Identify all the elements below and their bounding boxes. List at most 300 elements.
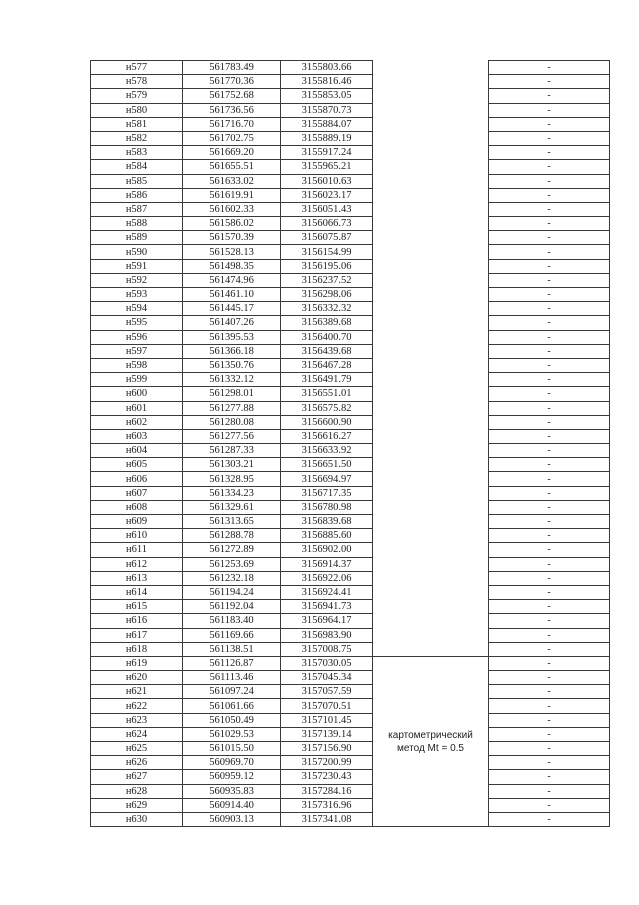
point-id-cell: н625 bbox=[91, 742, 183, 756]
table-row bbox=[91, 671, 610, 685]
y-coordinate-cell: 3157045.34 bbox=[281, 671, 373, 685]
method-cell bbox=[373, 515, 489, 529]
x-coordinate-cell: 561655.51 bbox=[183, 160, 281, 174]
error-cell: - bbox=[489, 585, 610, 599]
point-id-cell: н607 bbox=[91, 486, 183, 500]
error-cell: - bbox=[489, 529, 610, 543]
method-label-cell: картометрический метод Mt = 0.5 bbox=[373, 656, 489, 826]
error-cell: - bbox=[489, 628, 610, 642]
y-coordinate-cell: 3155853.05 bbox=[281, 89, 373, 103]
x-coordinate-cell: 561298.01 bbox=[183, 387, 281, 401]
y-coordinate-cell: 3157316.96 bbox=[281, 798, 373, 812]
point-id-cell: н584 bbox=[91, 160, 183, 174]
y-coordinate-cell: 3155803.66 bbox=[281, 61, 373, 75]
x-coordinate-cell: 560914.40 bbox=[183, 798, 281, 812]
error-cell: - bbox=[489, 387, 610, 401]
y-coordinate-cell: 3156780.98 bbox=[281, 500, 373, 514]
table-row bbox=[91, 202, 610, 216]
x-coordinate-cell: 561183.40 bbox=[183, 614, 281, 628]
point-id-cell: н618 bbox=[91, 642, 183, 656]
point-id-cell: н626 bbox=[91, 756, 183, 770]
x-coordinate-cell: 561716.70 bbox=[183, 117, 281, 131]
y-coordinate-cell: 3156010.63 bbox=[281, 174, 373, 188]
error-cell: - bbox=[489, 61, 610, 75]
y-coordinate-cell: 3156467.28 bbox=[281, 358, 373, 372]
method-cell bbox=[373, 131, 489, 145]
point-id-cell: н601 bbox=[91, 401, 183, 415]
table-row bbox=[91, 699, 610, 713]
y-coordinate-cell: 3156575.82 bbox=[281, 401, 373, 415]
x-coordinate-cell: 561253.69 bbox=[183, 557, 281, 571]
method-cell bbox=[373, 557, 489, 571]
x-coordinate-cell: 561169.66 bbox=[183, 628, 281, 642]
error-cell: - bbox=[489, 415, 610, 429]
method-cell bbox=[373, 472, 489, 486]
error-cell: - bbox=[489, 288, 610, 302]
x-coordinate-cell: 561366.18 bbox=[183, 344, 281, 358]
error-cell: - bbox=[489, 656, 610, 670]
y-coordinate-cell: 3156551.01 bbox=[281, 387, 373, 401]
table-row bbox=[91, 543, 610, 557]
table-row bbox=[91, 529, 610, 543]
x-coordinate-cell: 561702.75 bbox=[183, 131, 281, 145]
method-cell bbox=[373, 330, 489, 344]
error-cell: - bbox=[489, 699, 610, 713]
table-row bbox=[91, 557, 610, 571]
table-row bbox=[91, 727, 610, 741]
point-id-cell: н616 bbox=[91, 614, 183, 628]
error-cell: - bbox=[489, 543, 610, 557]
y-coordinate-cell: 3156389.68 bbox=[281, 316, 373, 330]
method-cell bbox=[373, 401, 489, 415]
point-id-cell: н623 bbox=[91, 713, 183, 727]
point-id-cell: н579 bbox=[91, 89, 183, 103]
error-cell: - bbox=[489, 486, 610, 500]
point-id-cell: н599 bbox=[91, 373, 183, 387]
x-coordinate-cell: 561602.33 bbox=[183, 202, 281, 216]
x-coordinate-cell: 561097.24 bbox=[183, 685, 281, 699]
point-id-cell: н600 bbox=[91, 387, 183, 401]
error-cell: - bbox=[489, 146, 610, 160]
x-coordinate-cell: 561113.46 bbox=[183, 671, 281, 685]
table-row bbox=[91, 585, 610, 599]
y-coordinate-cell: 3157070.51 bbox=[281, 699, 373, 713]
method-cell bbox=[373, 600, 489, 614]
coordinates-table-body bbox=[91, 61, 610, 827]
y-coordinate-cell: 3156922.06 bbox=[281, 571, 373, 585]
error-cell: - bbox=[489, 330, 610, 344]
method-cell bbox=[373, 628, 489, 642]
error-cell: - bbox=[489, 259, 610, 273]
x-coordinate-cell: 561395.53 bbox=[183, 330, 281, 344]
point-id-cell: н605 bbox=[91, 458, 183, 472]
x-coordinate-cell: 561138.51 bbox=[183, 642, 281, 656]
table-row bbox=[91, 131, 610, 145]
point-id-cell: н602 bbox=[91, 415, 183, 429]
x-coordinate-cell: 561328.95 bbox=[183, 472, 281, 486]
error-cell: - bbox=[489, 401, 610, 415]
x-coordinate-cell: 561277.56 bbox=[183, 429, 281, 443]
table-row bbox=[91, 444, 610, 458]
y-coordinate-cell: 3156066.73 bbox=[281, 217, 373, 231]
y-coordinate-cell: 3155816.46 bbox=[281, 75, 373, 89]
table-row bbox=[91, 458, 610, 472]
y-coordinate-cell: 3156941.73 bbox=[281, 600, 373, 614]
y-coordinate-cell: 3156839.68 bbox=[281, 515, 373, 529]
error-cell: - bbox=[489, 202, 610, 216]
point-id-cell: н612 bbox=[91, 557, 183, 571]
x-coordinate-cell: 561586.02 bbox=[183, 217, 281, 231]
point-id-cell: н628 bbox=[91, 784, 183, 798]
table-row bbox=[91, 245, 610, 259]
method-cell bbox=[373, 344, 489, 358]
y-coordinate-cell: 3155870.73 bbox=[281, 103, 373, 117]
table-row bbox=[91, 515, 610, 529]
x-coordinate-cell: 561783.49 bbox=[183, 61, 281, 75]
point-id-cell: н577 bbox=[91, 61, 183, 75]
y-coordinate-cell: 3156051.43 bbox=[281, 202, 373, 216]
y-coordinate-cell: 3155889.19 bbox=[281, 131, 373, 145]
y-coordinate-cell: 3156924.41 bbox=[281, 585, 373, 599]
point-id-cell: н627 bbox=[91, 770, 183, 784]
error-cell: - bbox=[489, 103, 610, 117]
point-id-cell: н585 bbox=[91, 174, 183, 188]
error-cell: - bbox=[489, 131, 610, 145]
method-cell bbox=[373, 273, 489, 287]
y-coordinate-cell: 3156491.79 bbox=[281, 373, 373, 387]
error-cell: - bbox=[489, 515, 610, 529]
point-id-cell: н606 bbox=[91, 472, 183, 486]
table-row bbox=[91, 429, 610, 443]
point-id-cell: н629 bbox=[91, 798, 183, 812]
error-cell: - bbox=[489, 444, 610, 458]
error-cell: - bbox=[489, 472, 610, 486]
table-row bbox=[91, 288, 610, 302]
error-cell: - bbox=[489, 557, 610, 571]
x-coordinate-cell: 561194.24 bbox=[183, 585, 281, 599]
table-row bbox=[91, 571, 610, 585]
y-coordinate-cell: 3156023.17 bbox=[281, 188, 373, 202]
method-cell bbox=[373, 444, 489, 458]
error-cell: - bbox=[489, 231, 610, 245]
point-id-cell: н624 bbox=[91, 727, 183, 741]
method-cell bbox=[373, 61, 489, 75]
table-row bbox=[91, 373, 610, 387]
x-coordinate-cell: 561332.12 bbox=[183, 373, 281, 387]
coordinates-table bbox=[90, 60, 610, 827]
table-row bbox=[91, 117, 610, 131]
point-id-cell: н617 bbox=[91, 628, 183, 642]
x-coordinate-cell: 561277.88 bbox=[183, 401, 281, 415]
y-coordinate-cell: 3156651.50 bbox=[281, 458, 373, 472]
table-row bbox=[91, 614, 610, 628]
table-row bbox=[91, 188, 610, 202]
method-cell bbox=[373, 429, 489, 443]
table-row bbox=[91, 75, 610, 89]
method-cell bbox=[373, 387, 489, 401]
x-coordinate-cell: 561528.13 bbox=[183, 245, 281, 259]
table-row bbox=[91, 742, 610, 756]
x-coordinate-cell: 561752.68 bbox=[183, 89, 281, 103]
table-row bbox=[91, 756, 610, 770]
x-coordinate-cell: 561350.76 bbox=[183, 358, 281, 372]
table-row bbox=[91, 302, 610, 316]
error-cell: - bbox=[489, 571, 610, 585]
table-row bbox=[91, 103, 610, 117]
y-coordinate-cell: 3156332.32 bbox=[281, 302, 373, 316]
method-cell bbox=[373, 458, 489, 472]
method-cell bbox=[373, 245, 489, 259]
y-coordinate-cell: 3156902.00 bbox=[281, 543, 373, 557]
y-coordinate-cell: 3156964.17 bbox=[281, 614, 373, 628]
x-coordinate-cell: 561498.35 bbox=[183, 259, 281, 273]
y-coordinate-cell: 3157008.75 bbox=[281, 642, 373, 656]
point-id-cell: н608 bbox=[91, 500, 183, 514]
point-id-cell: н590 bbox=[91, 245, 183, 259]
y-coordinate-cell: 3155917.24 bbox=[281, 146, 373, 160]
table-row bbox=[91, 770, 610, 784]
table-row bbox=[91, 146, 610, 160]
x-coordinate-cell: 560903.13 bbox=[183, 812, 281, 826]
table-row bbox=[91, 656, 610, 670]
method-cell bbox=[373, 103, 489, 117]
error-cell: - bbox=[489, 273, 610, 287]
point-id-cell: н594 bbox=[91, 302, 183, 316]
y-coordinate-cell: 3156400.70 bbox=[281, 330, 373, 344]
x-coordinate-cell: 561015.50 bbox=[183, 742, 281, 756]
point-id-cell: н598 bbox=[91, 358, 183, 372]
table-row bbox=[91, 642, 610, 656]
error-cell: - bbox=[489, 742, 610, 756]
point-id-cell: н609 bbox=[91, 515, 183, 529]
error-cell: - bbox=[489, 245, 610, 259]
point-id-cell: н593 bbox=[91, 288, 183, 302]
error-cell: - bbox=[489, 302, 610, 316]
point-id-cell: н582 bbox=[91, 131, 183, 145]
table-row bbox=[91, 387, 610, 401]
method-cell bbox=[373, 288, 489, 302]
error-cell: - bbox=[489, 642, 610, 656]
error-cell: - bbox=[489, 727, 610, 741]
y-coordinate-cell: 3155965.21 bbox=[281, 160, 373, 174]
table-row bbox=[91, 500, 610, 514]
table-row bbox=[91, 273, 610, 287]
table-row bbox=[91, 685, 610, 699]
point-id-cell: н588 bbox=[91, 217, 183, 231]
point-id-cell: н589 bbox=[91, 231, 183, 245]
x-coordinate-cell: 560959.12 bbox=[183, 770, 281, 784]
y-coordinate-cell: 3157284.16 bbox=[281, 784, 373, 798]
table-row bbox=[91, 89, 610, 103]
y-coordinate-cell: 3156600.90 bbox=[281, 415, 373, 429]
y-coordinate-cell: 3157230.43 bbox=[281, 770, 373, 784]
method-cell bbox=[373, 160, 489, 174]
table-row bbox=[91, 358, 610, 372]
method-cell bbox=[373, 174, 489, 188]
table-row bbox=[91, 600, 610, 614]
point-id-cell: н597 bbox=[91, 344, 183, 358]
x-coordinate-cell: 561029.53 bbox=[183, 727, 281, 741]
table-row bbox=[91, 401, 610, 415]
table-row bbox=[91, 217, 610, 231]
method-cell bbox=[373, 117, 489, 131]
point-id-cell: н610 bbox=[91, 529, 183, 543]
error-cell: - bbox=[489, 344, 610, 358]
table-row bbox=[91, 61, 610, 75]
table-row bbox=[91, 160, 610, 174]
error-cell: - bbox=[489, 685, 610, 699]
x-coordinate-cell: 561126.87 bbox=[183, 656, 281, 670]
error-cell: - bbox=[489, 358, 610, 372]
x-coordinate-cell: 561303.21 bbox=[183, 458, 281, 472]
y-coordinate-cell: 3156694.97 bbox=[281, 472, 373, 486]
table-row bbox=[91, 486, 610, 500]
point-id-cell: н614 bbox=[91, 585, 183, 599]
x-coordinate-cell: 561287.33 bbox=[183, 444, 281, 458]
y-coordinate-cell: 3157156.90 bbox=[281, 742, 373, 756]
point-id-cell: н592 bbox=[91, 273, 183, 287]
error-cell: - bbox=[489, 713, 610, 727]
method-cell bbox=[373, 543, 489, 557]
point-id-cell: н581 bbox=[91, 117, 183, 131]
x-coordinate-cell: 561736.56 bbox=[183, 103, 281, 117]
method-cell bbox=[373, 231, 489, 245]
point-id-cell: н620 bbox=[91, 671, 183, 685]
table-row bbox=[91, 713, 610, 727]
method-cell bbox=[373, 75, 489, 89]
error-cell: - bbox=[489, 174, 610, 188]
error-cell: - bbox=[489, 188, 610, 202]
method-cell bbox=[373, 571, 489, 585]
y-coordinate-cell: 3156914.37 bbox=[281, 557, 373, 571]
x-coordinate-cell: 561619.91 bbox=[183, 188, 281, 202]
table-row bbox=[91, 812, 610, 826]
point-id-cell: н615 bbox=[91, 600, 183, 614]
x-coordinate-cell: 561329.61 bbox=[183, 500, 281, 514]
y-coordinate-cell: 3156298.06 bbox=[281, 288, 373, 302]
error-cell: - bbox=[489, 798, 610, 812]
error-cell: - bbox=[489, 316, 610, 330]
method-cell bbox=[373, 302, 489, 316]
method-cell bbox=[373, 316, 489, 330]
y-coordinate-cell: 3156983.90 bbox=[281, 628, 373, 642]
table-row bbox=[91, 344, 610, 358]
x-coordinate-cell: 561570.39 bbox=[183, 231, 281, 245]
table-row bbox=[91, 798, 610, 812]
error-cell: - bbox=[489, 217, 610, 231]
method-cell bbox=[373, 188, 489, 202]
x-coordinate-cell: 561272.89 bbox=[183, 543, 281, 557]
y-coordinate-cell: 3157139.14 bbox=[281, 727, 373, 741]
point-id-cell: н583 bbox=[91, 146, 183, 160]
error-cell: - bbox=[489, 373, 610, 387]
table-row bbox=[91, 174, 610, 188]
error-cell: - bbox=[489, 160, 610, 174]
point-id-cell: н613 bbox=[91, 571, 183, 585]
error-cell: - bbox=[489, 671, 610, 685]
method-cell bbox=[373, 500, 489, 514]
y-coordinate-cell: 3156154.99 bbox=[281, 245, 373, 259]
y-coordinate-cell: 3157341.08 bbox=[281, 812, 373, 826]
y-coordinate-cell: 3156237.52 bbox=[281, 273, 373, 287]
point-id-cell: н621 bbox=[91, 685, 183, 699]
error-cell: - bbox=[489, 75, 610, 89]
point-id-cell: н580 bbox=[91, 103, 183, 117]
x-coordinate-cell: 561633.02 bbox=[183, 174, 281, 188]
error-cell: - bbox=[489, 784, 610, 798]
point-id-cell: н578 bbox=[91, 75, 183, 89]
error-cell: - bbox=[489, 600, 610, 614]
table-row bbox=[91, 628, 610, 642]
method-cell bbox=[373, 415, 489, 429]
point-id-cell: н622 bbox=[91, 699, 183, 713]
x-coordinate-cell: 561407.26 bbox=[183, 316, 281, 330]
point-id-cell: н604 bbox=[91, 444, 183, 458]
point-id-cell: н591 bbox=[91, 259, 183, 273]
y-coordinate-cell: 3157101.45 bbox=[281, 713, 373, 727]
error-cell: - bbox=[489, 429, 610, 443]
x-coordinate-cell: 561445.17 bbox=[183, 302, 281, 316]
error-cell: - bbox=[489, 812, 610, 826]
error-cell: - bbox=[489, 500, 610, 514]
x-coordinate-cell: 561770.36 bbox=[183, 75, 281, 89]
method-cell bbox=[373, 217, 489, 231]
point-id-cell: н630 bbox=[91, 812, 183, 826]
y-coordinate-cell: 3156195.06 bbox=[281, 259, 373, 273]
table-row bbox=[91, 330, 610, 344]
method-cell bbox=[373, 529, 489, 543]
point-id-cell: н587 bbox=[91, 202, 183, 216]
y-coordinate-cell: 3157200.99 bbox=[281, 756, 373, 770]
x-coordinate-cell: 561050.49 bbox=[183, 713, 281, 727]
x-coordinate-cell: 561288.78 bbox=[183, 529, 281, 543]
y-coordinate-cell: 3156439.68 bbox=[281, 344, 373, 358]
point-id-cell: н596 bbox=[91, 330, 183, 344]
error-cell: - bbox=[489, 614, 610, 628]
method-cell bbox=[373, 202, 489, 216]
error-cell: - bbox=[489, 117, 610, 131]
x-coordinate-cell: 561669.20 bbox=[183, 146, 281, 160]
error-cell: - bbox=[489, 756, 610, 770]
y-coordinate-cell: 3156075.87 bbox=[281, 231, 373, 245]
point-id-cell: н611 bbox=[91, 543, 183, 557]
table-row bbox=[91, 784, 610, 798]
point-id-cell: н619 bbox=[91, 656, 183, 670]
error-cell: - bbox=[489, 770, 610, 784]
point-id-cell: н586 bbox=[91, 188, 183, 202]
method-cell bbox=[373, 373, 489, 387]
table-row bbox=[91, 472, 610, 486]
x-coordinate-cell: 561334.23 bbox=[183, 486, 281, 500]
x-coordinate-cell: 560969.70 bbox=[183, 756, 281, 770]
y-coordinate-cell: 3157030.05 bbox=[281, 656, 373, 670]
x-coordinate-cell: 561192.04 bbox=[183, 600, 281, 614]
error-cell: - bbox=[489, 89, 610, 103]
point-id-cell: н595 bbox=[91, 316, 183, 330]
method-cell bbox=[373, 259, 489, 273]
point-id-cell: н603 bbox=[91, 429, 183, 443]
method-cell bbox=[373, 614, 489, 628]
y-coordinate-cell: 3156717.35 bbox=[281, 486, 373, 500]
method-cell bbox=[373, 585, 489, 599]
y-coordinate-cell: 3157057.59 bbox=[281, 685, 373, 699]
x-coordinate-cell: 561313.65 bbox=[183, 515, 281, 529]
table-row bbox=[91, 259, 610, 273]
x-coordinate-cell: 561061.66 bbox=[183, 699, 281, 713]
x-coordinate-cell: 561461.10 bbox=[183, 288, 281, 302]
y-coordinate-cell: 3156633.92 bbox=[281, 444, 373, 458]
y-coordinate-cell: 3156885.60 bbox=[281, 529, 373, 543]
